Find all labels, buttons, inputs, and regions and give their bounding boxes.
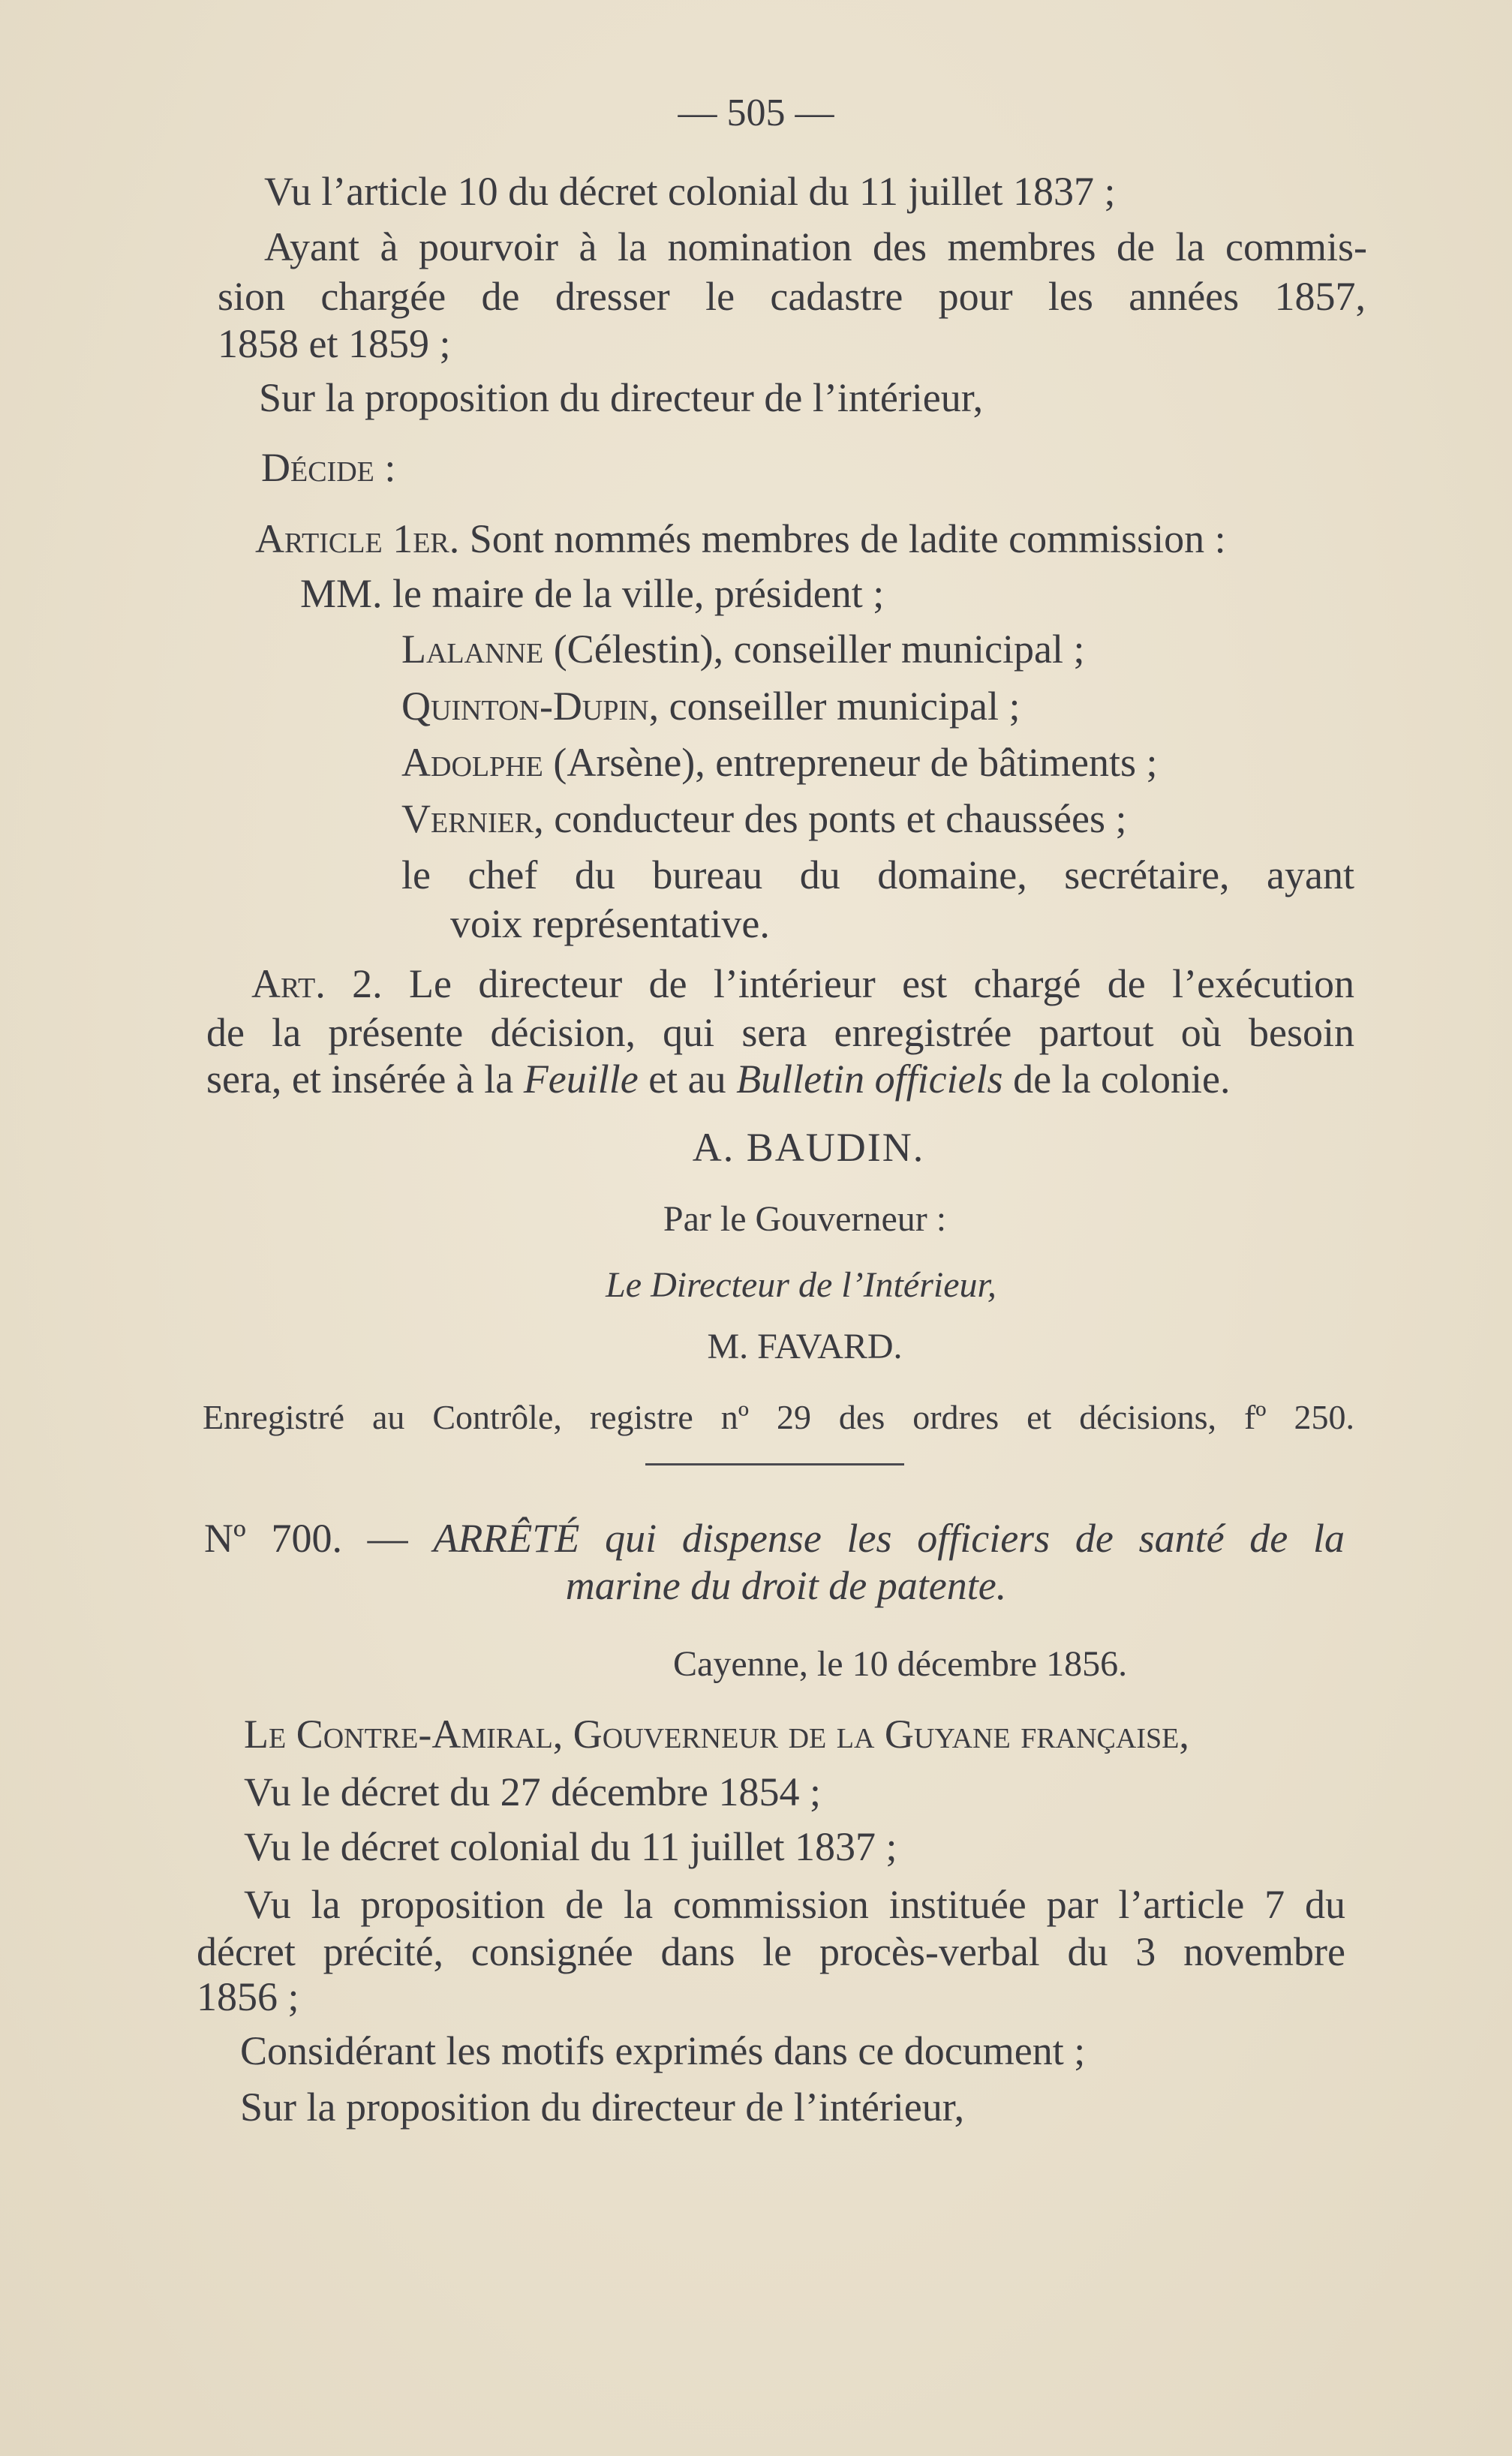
bulletin-title: Bulletin officiels [736, 1057, 1003, 1102]
member-role: (Arsène), entrepreneur de bâtiments ; [553, 740, 1158, 785]
arrete-title-line-1 [204, 1514, 1345, 1563]
member-row [401, 624, 1085, 674]
arrete-title: ARRÊTÉ qui dispense les officiers de santé de la [433, 1516, 1345, 1561]
considerant-line: Considérant les motifs exprimés dans ce document ; [240, 2028, 1086, 2073]
member-row [401, 794, 1127, 843]
place-date: Cayenne, le 10 décembre 1856. [673, 1644, 1128, 1684]
vu-decret-line: Vu le décret du 27 décembre 1854 ; [244, 1769, 821, 1814]
feuille-title: Feuille [523, 1057, 639, 1102]
vu-article-line: Vu l’article 10 du décret colonial du 11 juillet 1837 ; [264, 169, 1116, 214]
sur-proposition-line: Sur la proposition du directeur de l’intérieur, [259, 375, 984, 420]
member-role: le maire de la ville, président ; [392, 571, 885, 616]
article-1-line [255, 514, 1226, 564]
par-le-gouverneur: Par le Gouverneur : [663, 1199, 947, 1239]
ayant-line-1: Ayant à pourvoir à la nomination des membres de la commis- [264, 224, 1367, 269]
enregistre-line: Enregistré au Contrôle, registre nº 29 des ordres et décisions, fº 250. [203, 1398, 1354, 1436]
page-number: — 505 — [678, 92, 834, 134]
member-name: Lalanne [401, 627, 544, 672]
article-1-text: Sont nommés membres de ladite commission : [469, 516, 1226, 561]
member-row [401, 738, 1158, 787]
arrete-number: Nº 700. — [204, 1516, 408, 1561]
member-row [401, 681, 1020, 731]
sur-proposition-line-2: Sur la proposition du directeur de l’intérieur, [240, 2085, 965, 2130]
vu-colonial-line: Vu le décret colonial du 11 juillet 1837 ; [244, 1824, 897, 1869]
directeur-title: Le Directeur de l’Intérieur, [606, 1265, 996, 1305]
member-name: Quinton-Dupin [401, 684, 649, 729]
art2-text: de la colonie. [1013, 1057, 1231, 1102]
member-name: Adolphe [401, 740, 543, 785]
directeur-name: M. FAVARD. [707, 1327, 903, 1366]
art2-line-3 [206, 1054, 1230, 1104]
section-divider [645, 1463, 904, 1465]
art2-line-2: de la présente décision, qui sera enregistrée partout où besoin [206, 1010, 1354, 1055]
chef-line-2: voix représentative. [450, 901, 770, 946]
vu-proposition-line-3: 1856 ; [197, 1974, 299, 2019]
arrete-title-line-2: marine du droit de patente. [565, 1563, 1007, 1608]
member-name: Vernier [401, 796, 534, 841]
member-role: , conducteur des ponts et chaussées ; [534, 796, 1127, 841]
contre-amiral-line [244, 1709, 1189, 1759]
ayant-line-2: sion chargée de dresser le cadastre pour les années 1857, [218, 274, 1366, 319]
ayant-line-3: 1858 et 1859 ; [218, 321, 451, 366]
art2-line-1 [251, 959, 1354, 1009]
vu-proposition-line-2: décret précité, consignée dans le procès-verbal du 3 novembre [197, 1929, 1345, 1974]
member-role: (Célestin), conseiller municipal ; [553, 627, 1085, 672]
chef-line-1: le chef du bureau du domaine, secrétaire, ayant [401, 852, 1354, 897]
member-row [300, 569, 884, 618]
art2-heading: Art. 2. [251, 961, 383, 1006]
article-1-heading: Article 1er. [255, 516, 460, 561]
signature-baudin: A. BAUDIN. [692, 1125, 925, 1170]
member-name: MM. [300, 571, 383, 616]
art2-text: et au [648, 1057, 726, 1102]
contre-amiral-text: Le Contre-Amiral, Gouverneur de la Guyane française, [244, 1712, 1189, 1757]
art2-text: Le directeur de l’intérieur est chargé de l’exécution [409, 961, 1355, 1006]
member-role: , conseiller municipal ; [648, 684, 1021, 729]
decide-heading: Décide : [261, 445, 396, 490]
art2-text: sera, et insérée à la [206, 1057, 514, 1102]
vu-proposition-line-1: Vu la proposition de la commission instituée par l’article 7 du [244, 1882, 1345, 1927]
